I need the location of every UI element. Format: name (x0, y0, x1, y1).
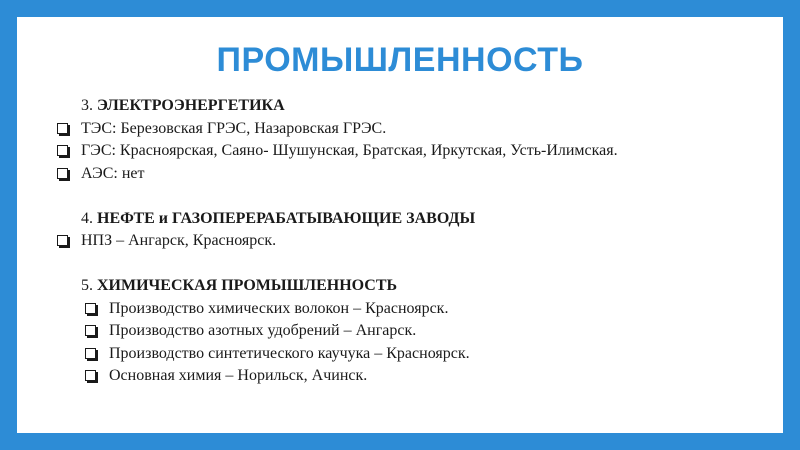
checkbox-bullet-icon (85, 370, 96, 381)
slide-content (57, 95, 743, 388)
list-item-text: НПЗ – Ангарск, Красноярск. (81, 232, 277, 249)
checkbox-bullet-icon (57, 235, 68, 246)
checkbox-bullet-icon (85, 348, 96, 359)
section-title: ЭЛЕКТРОЭНЕРГЕТИКА (97, 97, 285, 114)
section-title: НЕФТЕ и ГАЗОПЕРЕРАБАТЫВАЮЩИЕ ЗАВОДЫ (97, 209, 476, 227)
checkbox-bullet-icon (85, 325, 96, 336)
list-item (85, 343, 743, 366)
list-item (57, 140, 743, 163)
section-number: 4. (81, 209, 93, 227)
list-item-text: Производство химических волокон – Красноярск. (109, 299, 449, 317)
list-item (57, 118, 743, 141)
list-item (85, 298, 743, 321)
list-item-text: АЭС: нет (81, 164, 145, 182)
page-title: ПРОМЫШЛЕННОСТЬ (216, 41, 584, 79)
list-item-text: Производство синтетического каучука – Красноярск. (109, 344, 470, 362)
section-number: 3. (81, 97, 93, 114)
section-heading-chemical (81, 275, 743, 298)
list-item (57, 163, 743, 186)
checkbox-bullet-icon (85, 303, 96, 314)
section-heading-refineries (81, 208, 743, 231)
spacer (57, 253, 743, 276)
section-number: 5. (81, 277, 93, 294)
list-item-text: ГЭС: Красноярская, Саяно- Шушунская, Братская, Иркутская, Усть-Илимская. (81, 142, 618, 159)
checkbox-bullet-icon (57, 168, 68, 179)
list-item (57, 230, 743, 253)
list-item-text: ТЭС: Березовская ГРЭС, Назаровская ГРЭС. (81, 119, 387, 137)
section-heading-electro (81, 95, 743, 118)
section-title: ХИМИЧЕСКАЯ ПРОМЫШЛЕННОСТЬ (97, 277, 398, 294)
list-item-text: Основная химия – Норильск, Ачинск. (109, 367, 368, 384)
list-item-text: Производство азотных удобрений – Ангарск. (109, 322, 417, 339)
list-item (85, 320, 743, 343)
spacer (57, 185, 743, 208)
checkbox-bullet-icon (57, 145, 68, 156)
checkbox-bullet-icon (57, 123, 68, 134)
list-item (85, 365, 743, 388)
slide (17, 17, 783, 433)
